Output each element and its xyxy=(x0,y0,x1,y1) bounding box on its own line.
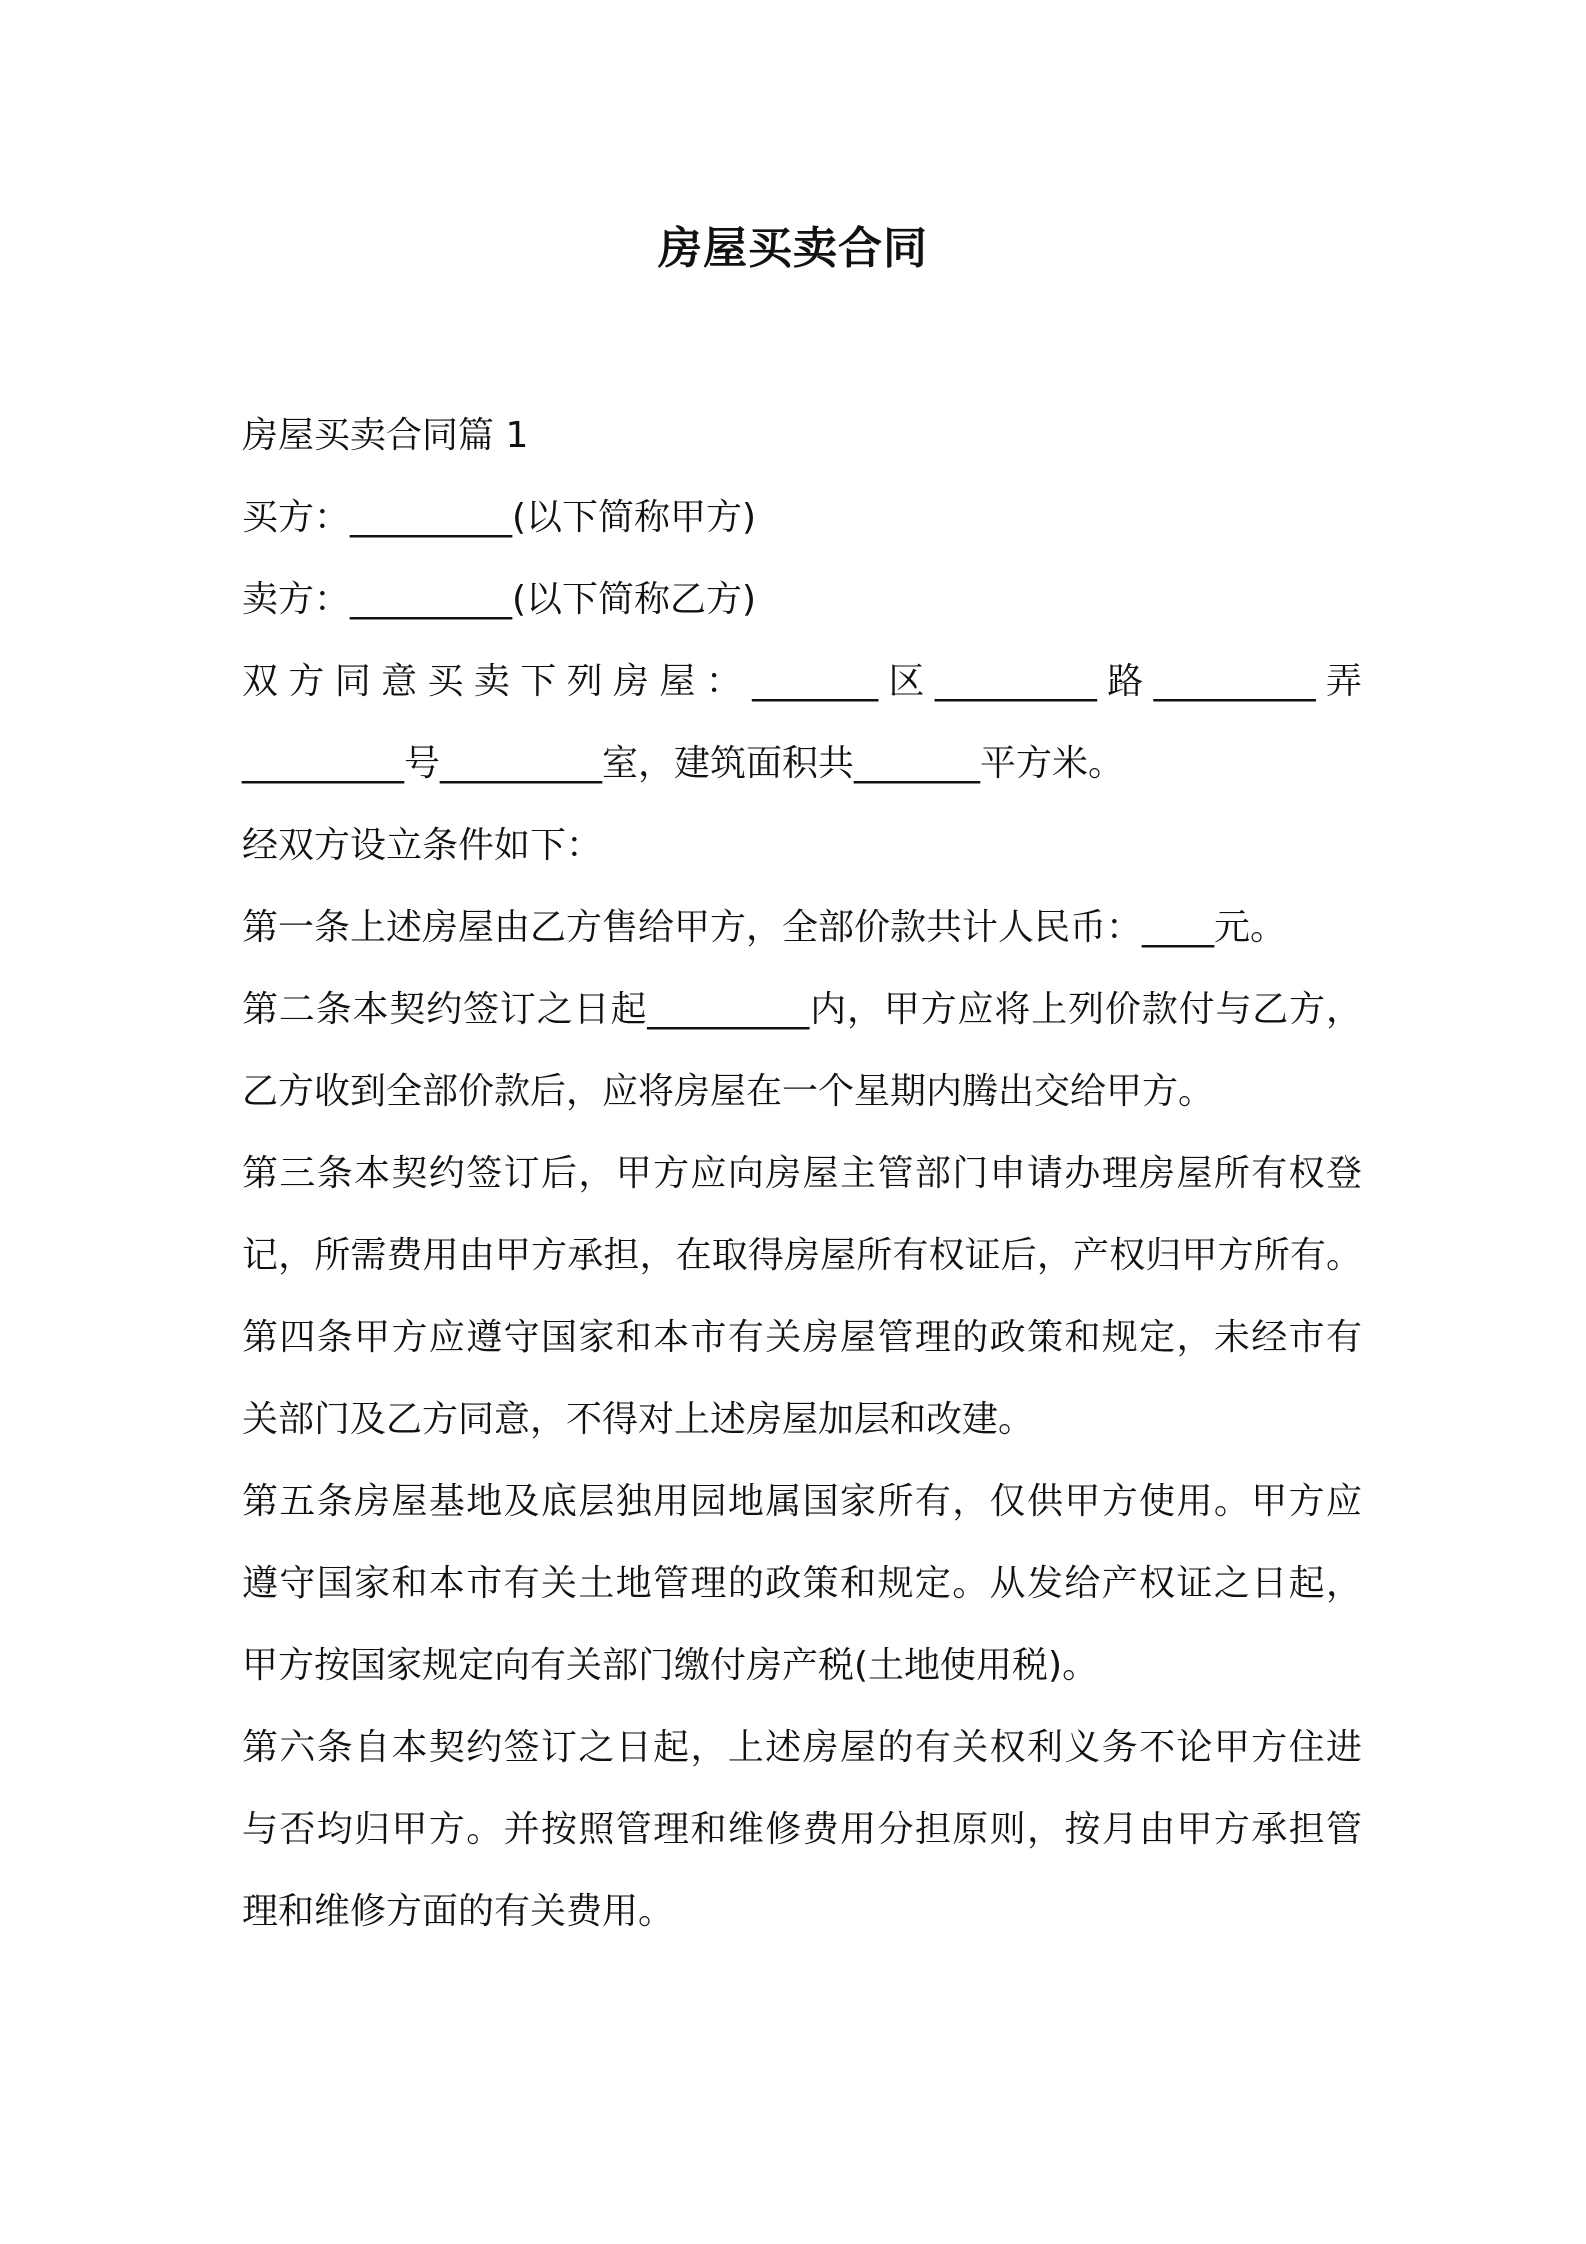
article-5-line-3: 甲方按国家规定向有关部门缴付房产税(土地使用税)。 xyxy=(242,1645,1099,1686)
article-4-line-1: 第四条甲方应遵守国家和本市有关房屋管理的政策和规定，未经市有 xyxy=(242,1317,1362,1358)
buyer-line: 买方：_________(以下简称甲方) xyxy=(242,497,757,538)
article-1-line-1: 第一条上述房屋由乙方售给甲方，全部价款共计人民币：____元。 xyxy=(242,907,1287,948)
article-5-line-2: 遵守国家和本市有关土地管理的政策和规定。从发给产权证之日起， xyxy=(242,1563,1362,1604)
property-address-line-1: 双方同意买卖下列房屋：_______区_________路_________弄 xyxy=(242,661,1362,702)
article-2-line-2: 乙方收到全部价款后，应将房屋在一个星期内腾出交给甲方。 xyxy=(242,1071,1215,1112)
property-address-line-2: _________号_________室，建筑面积共_______平方米。 xyxy=(242,743,1125,784)
document-title: 房屋买卖合同 xyxy=(658,223,928,274)
seller-line: 卖方：_________(以下简称乙方) xyxy=(242,579,757,620)
article-3-line-1: 第三条本契约签订后，甲方应向房屋主管部门申请办理房屋所有权登 xyxy=(242,1153,1362,1194)
article-5-line-1: 第五条房屋基地及底层独用园地属国家所有，仅供甲方使用。甲方应 xyxy=(242,1481,1362,1522)
article-2-line-1: 第二条本契约签订之日起_________内，甲方应将上列价款付与乙方， xyxy=(242,989,1362,1030)
article-6-line-2: 与否均归甲方。并按照管理和维修费用分担原则，按月由甲方承担管 xyxy=(242,1809,1362,1850)
conditions-intro: 经双方设立条件如下： xyxy=(242,825,603,866)
article-4-line-2: 关部门及乙方同意，不得对上述房屋加层和改建。 xyxy=(242,1399,1035,1440)
section-heading: 房屋买卖合同篇 1 xyxy=(242,415,529,456)
document-body xyxy=(242,410,1362,1968)
article-3-line-2: 记，所需费用由甲方承担，在取得房屋所有权证后，产权归甲方所有。 xyxy=(242,1235,1362,1276)
article-6-line-3: 理和维修方面的有关费用。 xyxy=(242,1891,675,1932)
article-6-line-1: 第六条自本契约签订之日起，上述房屋的有关权利义务不论甲方住进 xyxy=(242,1727,1362,1768)
